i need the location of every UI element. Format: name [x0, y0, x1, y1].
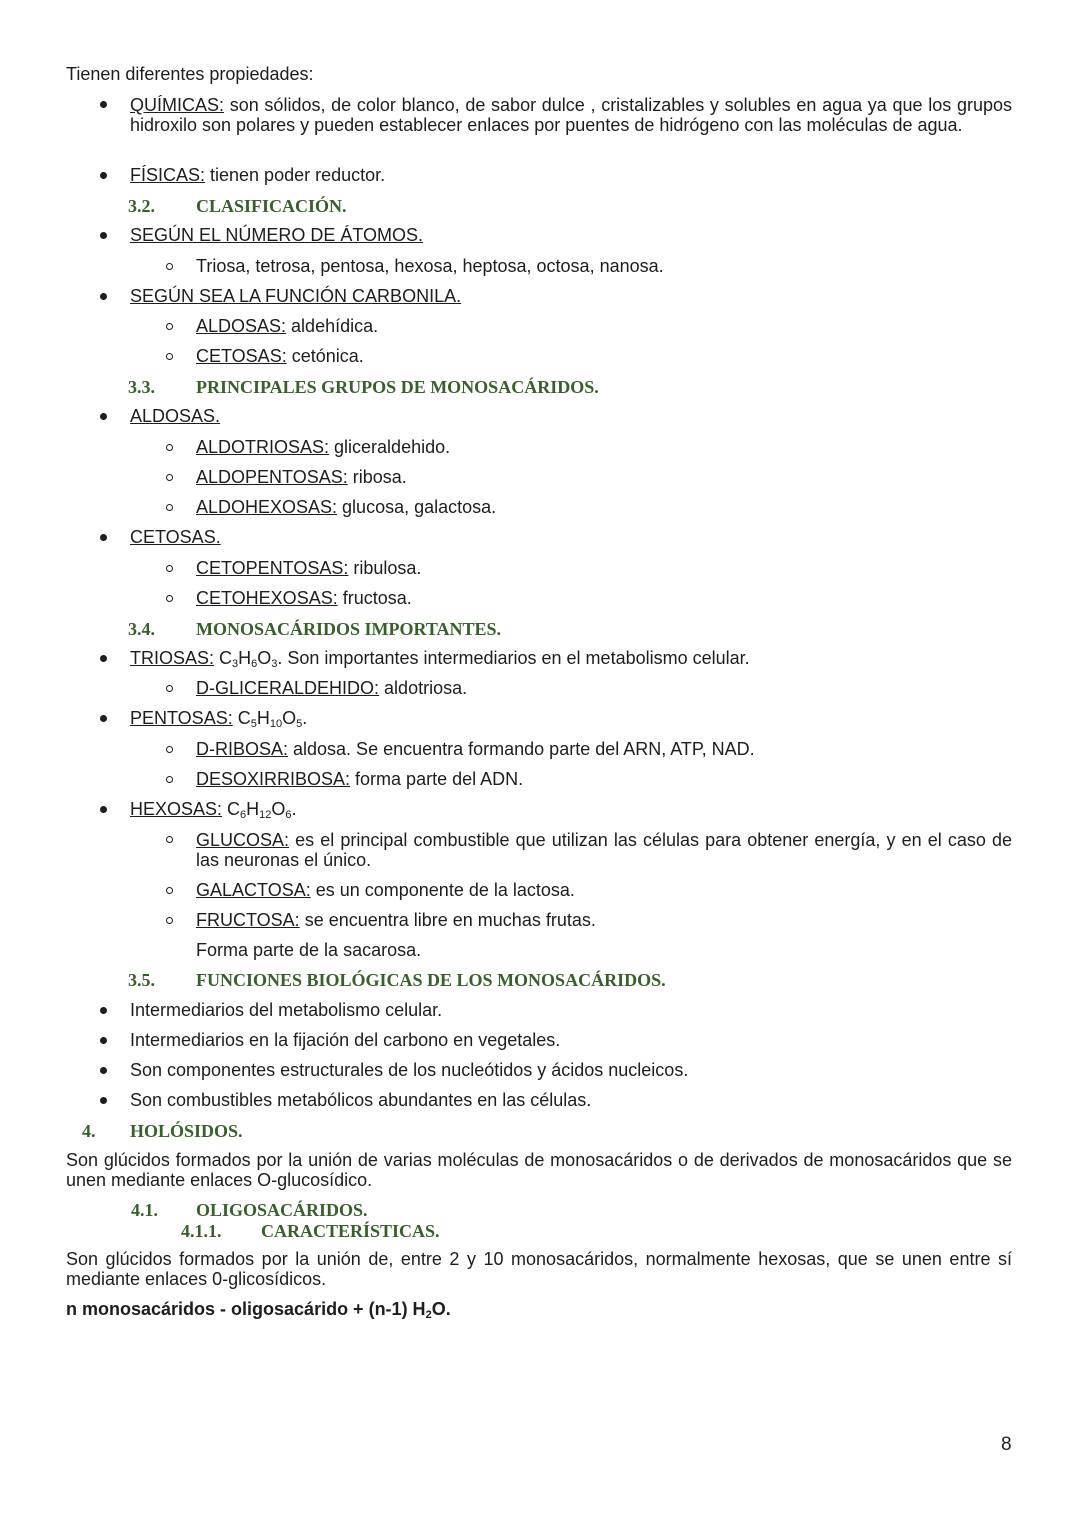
item-text: aldosa. Se encuentra formando parte del ARN, ATP, NAD.	[288, 739, 755, 759]
triosas-item	[130, 647, 750, 669]
formula-h-sub: 6	[251, 658, 258, 670]
desoxirribosa-item	[196, 768, 523, 790]
function-item: Intermediarios en la fijación del carbono en vegetales.	[130, 1030, 561, 1050]
heading-title: CLASIFICACIÓN.	[196, 196, 347, 216]
sub-bullet	[166, 444, 173, 451]
formula-o-sub: 6	[285, 809, 292, 821]
bullet	[100, 715, 107, 722]
cetosas-label: CETOSAS:	[196, 346, 287, 366]
item-text: aldotriosa.	[379, 678, 468, 698]
bullet	[100, 232, 107, 239]
formula-h-sub: 12	[259, 809, 272, 821]
sub-bullet	[166, 836, 173, 843]
heading-title: MONOSACÁRIDOS IMPORTANTES.	[196, 619, 502, 639]
function-item: Son combustibles metabólicos abundantes en las células.	[130, 1090, 592, 1110]
atomos-item: Triosa, tetrosa, pentosa, hexosa, heptosa, octosa, nanosa.	[196, 256, 664, 276]
formula-c-sub: 5	[250, 718, 257, 730]
holosidos-text: Son glúcidos formados por la unión de varias moléculas de monosacáridos o de derivados de monosacáridos que se unen mediante enlaces O-glucosídico.	[66, 1150, 1012, 1190]
item-label: D-GLICERALDEHIDO:	[196, 678, 380, 698]
triosas-label: TRIOSAS:	[130, 648, 215, 668]
formula-end: .	[291, 799, 297, 819]
pentosas-item	[130, 707, 307, 729]
bullet	[100, 1067, 107, 1074]
formula-o: O	[282, 708, 297, 728]
item-label: GALACTOSA:	[196, 880, 311, 900]
item-label: ALDOHEXOSAS:	[196, 497, 338, 517]
sub-bullet	[166, 323, 173, 330]
item-label: ALDOTRIOSAS:	[196, 437, 330, 457]
formula-o-sub: 5	[296, 718, 303, 730]
page-number: 8	[1001, 1434, 1012, 1455]
formula-h-sub: 10	[269, 718, 283, 730]
bullet	[100, 806, 107, 813]
equation-pre: n monosacáridos - oligosacárido + (n-1) H	[66, 1299, 426, 1319]
fructosa-item	[196, 909, 596, 931]
funcion-label: SEGÚN SEA LA FUNCIÓN CARBONILA.	[130, 286, 462, 306]
bullet	[100, 1097, 107, 1104]
function-item: Intermediarios del metabolismo celular.	[130, 1000, 443, 1020]
bullet	[100, 101, 107, 108]
sub-bullet	[166, 746, 173, 753]
aldopentosas-item	[196, 466, 407, 488]
item-text: forma parte del ADN.	[350, 769, 524, 789]
triosas-text: . Son importantes intermediarios en el metabolismo celular.	[277, 648, 750, 668]
aldohexosas-item	[196, 496, 496, 518]
heading-title: OLIGOSACÁRIDOS.	[196, 1200, 368, 1220]
cetohexosas-item	[196, 587, 412, 609]
bullet	[100, 172, 107, 179]
heading-number: 3.5.	[128, 970, 155, 990]
sub-bullet	[166, 565, 173, 572]
item-label: D-RIBOSA:	[196, 739, 289, 759]
item-text: se encuentra libre en muchas frutas.	[299, 910, 596, 930]
caracteristicas-text: Son glúcidos formados por la unión de, entre 2 y 10 monosacáridos, normalmente hexosas, que se unen entre sí mediante enlaces 0-glicosídicos.	[66, 1249, 1012, 1289]
sub-bullet	[166, 887, 173, 894]
fisicas-item	[130, 164, 385, 186]
quimicas-text: son sólidos, de color blanco, de sabor dulce , cristalizables y solubles en agua ya que los grupos hidroxilo son polares y pueden establecer enlaces por puentes de hidrógeno con las moléculas de agua.	[130, 95, 1012, 135]
item-text: es un componente de la lactosa.	[310, 880, 575, 900]
ribosa-item	[196, 738, 755, 760]
gliceraldehido-item	[196, 677, 467, 699]
cetopentosas-item	[196, 557, 421, 579]
item-text: gliceraldehido.	[329, 437, 451, 457]
formula-c: C	[232, 708, 251, 728]
fisicas-text: tienen poder reductor.	[205, 165, 386, 185]
atomos-label: SEGÚN EL NÚMERO DE ÁTOMOS.	[130, 225, 424, 245]
equation-sub: 2	[425, 1309, 432, 1321]
item-text: fructosa.	[337, 588, 412, 608]
formula-c-sub: 3	[232, 658, 239, 670]
sub-bullet	[166, 504, 173, 511]
formula-h: H	[246, 799, 260, 819]
aldosas-group-label: ALDOSAS.	[130, 406, 221, 426]
fructosa-continuation: Forma parte de la sacarosa.	[196, 940, 422, 960]
sub-bullet	[166, 595, 173, 602]
quimicas-item	[130, 95, 1012, 135]
item-label: DESOXIRRIBOSA:	[196, 769, 351, 789]
aldosas-label: ALDOSAS:	[196, 316, 287, 336]
hexosas-label: HEXOSAS:	[130, 799, 223, 819]
glucosa-item	[196, 830, 1012, 870]
cetosas-text: cetónica.	[286, 346, 364, 366]
intro-text: Tienen diferentes propiedades:	[66, 64, 314, 84]
heading-title: CARACTERÍSTICAS.	[261, 1221, 440, 1241]
sub-bullet	[166, 353, 173, 360]
bullet	[100, 655, 107, 662]
formula-c-sub: 6	[240, 809, 247, 821]
heading-number: 3.4.	[128, 619, 155, 639]
cetosas-group-label: CETOSAS.	[130, 527, 221, 547]
bullet	[100, 534, 107, 541]
function-item: Son componentes estructurales de los nucleótidos y ácidos nucleicos.	[130, 1060, 689, 1080]
fisicas-label: FÍSICAS:	[130, 165, 206, 185]
item-text: ribulosa.	[348, 558, 422, 578]
formula-o: O	[271, 799, 286, 819]
sub-bullet	[166, 263, 173, 270]
galactosa-item	[196, 879, 575, 901]
sub-bullet	[166, 917, 173, 924]
formula-c: C	[222, 799, 241, 819]
item-label: GLUCOSA:	[196, 830, 290, 850]
formula-o: O	[257, 648, 272, 668]
formula-o-sub: 3	[271, 658, 278, 670]
heading-number: 4.	[82, 1121, 96, 1141]
sub-bullet	[166, 685, 173, 692]
formula-h: H	[238, 648, 252, 668]
bullet	[100, 293, 107, 300]
bullet	[100, 413, 107, 420]
hexosas-item	[130, 798, 297, 820]
sub-bullet	[166, 474, 173, 481]
heading-title: HOLÓSIDOS.	[130, 1121, 243, 1141]
reaction-equation	[66, 1298, 451, 1320]
quimicas-label: QUÍMICAS:	[130, 95, 225, 115]
equation-post: O.	[431, 1299, 451, 1319]
heading-number: 3.3.	[128, 377, 155, 397]
bullet	[100, 1037, 107, 1044]
heading-number: 4.1.	[131, 1200, 158, 1220]
pentosas-label: PENTOSAS:	[130, 708, 233, 728]
item-text: ribosa.	[347, 467, 407, 487]
item-label: FRUCTOSA:	[196, 910, 300, 930]
item-label: CETOPENTOSAS:	[196, 558, 349, 578]
item-text: glucosa, galactosa.	[337, 497, 497, 517]
heading-title: PRINCIPALES GRUPOS DE MONOSACÁRIDOS.	[196, 377, 599, 397]
cetosas-item	[196, 345, 364, 367]
heading-number: 3.2.	[128, 196, 155, 216]
aldosas-item	[196, 315, 378, 337]
heading-title: FUNCIONES BIOLÓGICAS DE LOS MONOSACÁRIDOS.	[196, 970, 666, 990]
aldosas-text: aldehídica.	[286, 316, 379, 336]
formula-end: .	[302, 708, 308, 728]
heading-number: 4.1.1.	[181, 1221, 222, 1241]
aldotriosas-item	[196, 436, 450, 458]
bullet	[100, 1007, 107, 1014]
item-text: es el principal combustible que utilizan las células para obtener energía, y en el caso de las neuronas el único.	[196, 830, 1012, 870]
sub-bullet	[166, 776, 173, 783]
formula-h: H	[256, 708, 270, 728]
item-label: CETOHEXOSAS:	[196, 588, 338, 608]
formula-c: C	[214, 648, 233, 668]
item-label: ALDOPENTOSAS:	[196, 467, 348, 487]
